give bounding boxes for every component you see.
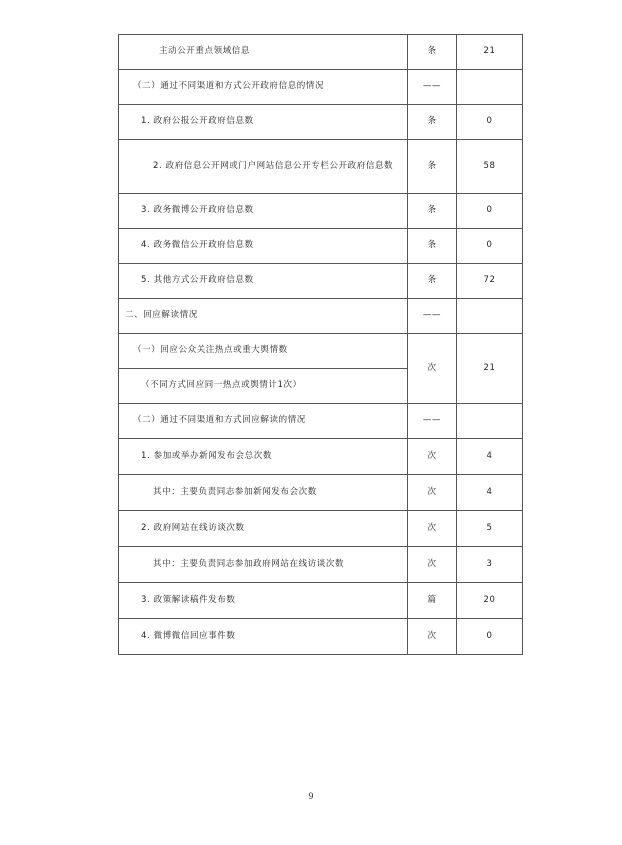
row-value: 0 — [457, 194, 523, 229]
row-value: 0 — [457, 229, 523, 264]
row-unit: 条 — [408, 105, 457, 140]
row-label: 3. 政务微博公开政府信息数 — [119, 194, 408, 229]
row-label: 5. 其他方式公开政府信息数 — [119, 264, 408, 299]
row-unit: 条 — [408, 35, 457, 70]
row-unit: 条 — [408, 140, 457, 194]
row-label: 1. 参加或举办新闻发布会总次数 — [119, 439, 408, 475]
table-row — [119, 334, 523, 369]
row-unit: 次 — [408, 547, 457, 583]
row-label: 4. 政务微信公开政府信息数 — [119, 229, 408, 264]
table-row — [119, 439, 523, 475]
row-value: 72 — [457, 264, 523, 299]
table-row — [119, 70, 523, 105]
table-row — [119, 299, 523, 334]
row-unit: 篇 — [408, 583, 457, 619]
row-unit: 次 — [408, 334, 457, 404]
table-row — [119, 35, 523, 70]
page-number: 9 — [308, 791, 314, 801]
row-unit: 次 — [408, 475, 457, 511]
statistics-table — [118, 34, 523, 655]
row-label: 主动公开重点领域信息 — [119, 35, 408, 70]
row-value — [457, 404, 523, 439]
row-value: 0 — [457, 619, 523, 655]
table-row — [119, 140, 523, 194]
row-label: 4. 微博微信回应事件数 — [119, 619, 408, 655]
row-unit: 次 — [408, 619, 457, 655]
row-value — [457, 70, 523, 105]
row-label: 其中：主要负责同志参加政府网站在线访谈次数 — [119, 547, 408, 583]
row-label: （不同方式回应同一热点或舆情计1次） — [119, 369, 408, 404]
row-label: （一）回应公众关注热点或重大舆情数 — [119, 334, 408, 369]
row-value: 21 — [457, 334, 523, 404]
row-label: 1. 政府公报公开政府信息数 — [119, 105, 408, 140]
row-label: 二、回应解读情况 — [119, 299, 408, 334]
row-value: 4 — [457, 475, 523, 511]
row-label: 3. 政策解读稿件发布数 — [119, 583, 408, 619]
table-row — [119, 194, 523, 229]
table-row — [119, 619, 523, 655]
row-value: 20 — [457, 583, 523, 619]
table-row — [119, 547, 523, 583]
row-unit: —— — [408, 404, 457, 439]
table-row — [119, 105, 523, 140]
row-unit: —— — [408, 299, 457, 334]
row-unit: 次 — [408, 439, 457, 475]
table-row — [119, 404, 523, 439]
row-value: 58 — [457, 140, 523, 194]
row-value: 0 — [457, 105, 523, 140]
row-label: 2. 政府信息公开网或门户网站信息公开专栏公开政府信息数 — [119, 140, 408, 194]
row-unit: 条 — [408, 264, 457, 299]
row-label: （二）通过不同渠道和方式公开政府信息的情况 — [119, 70, 408, 105]
row-value: 21 — [457, 35, 523, 70]
row-label: 其中：主要负责同志参加新闻发布会次数 — [119, 475, 408, 511]
row-unit: —— — [408, 70, 457, 105]
table-row — [119, 511, 523, 547]
row-unit: 条 — [408, 229, 457, 264]
table-row — [119, 229, 523, 264]
row-unit: 条 — [408, 194, 457, 229]
row-value: 5 — [457, 511, 523, 547]
row-label: （二）通过不同渠道和方式回应解读的情况 — [119, 404, 408, 439]
row-label: 2. 政府网站在线访谈次数 — [119, 511, 408, 547]
table-row — [119, 264, 523, 299]
row-unit: 次 — [408, 511, 457, 547]
row-value — [457, 299, 523, 334]
table-row — [119, 475, 523, 511]
row-value: 4 — [457, 439, 523, 475]
table-row — [119, 583, 523, 619]
row-value: 3 — [457, 547, 523, 583]
